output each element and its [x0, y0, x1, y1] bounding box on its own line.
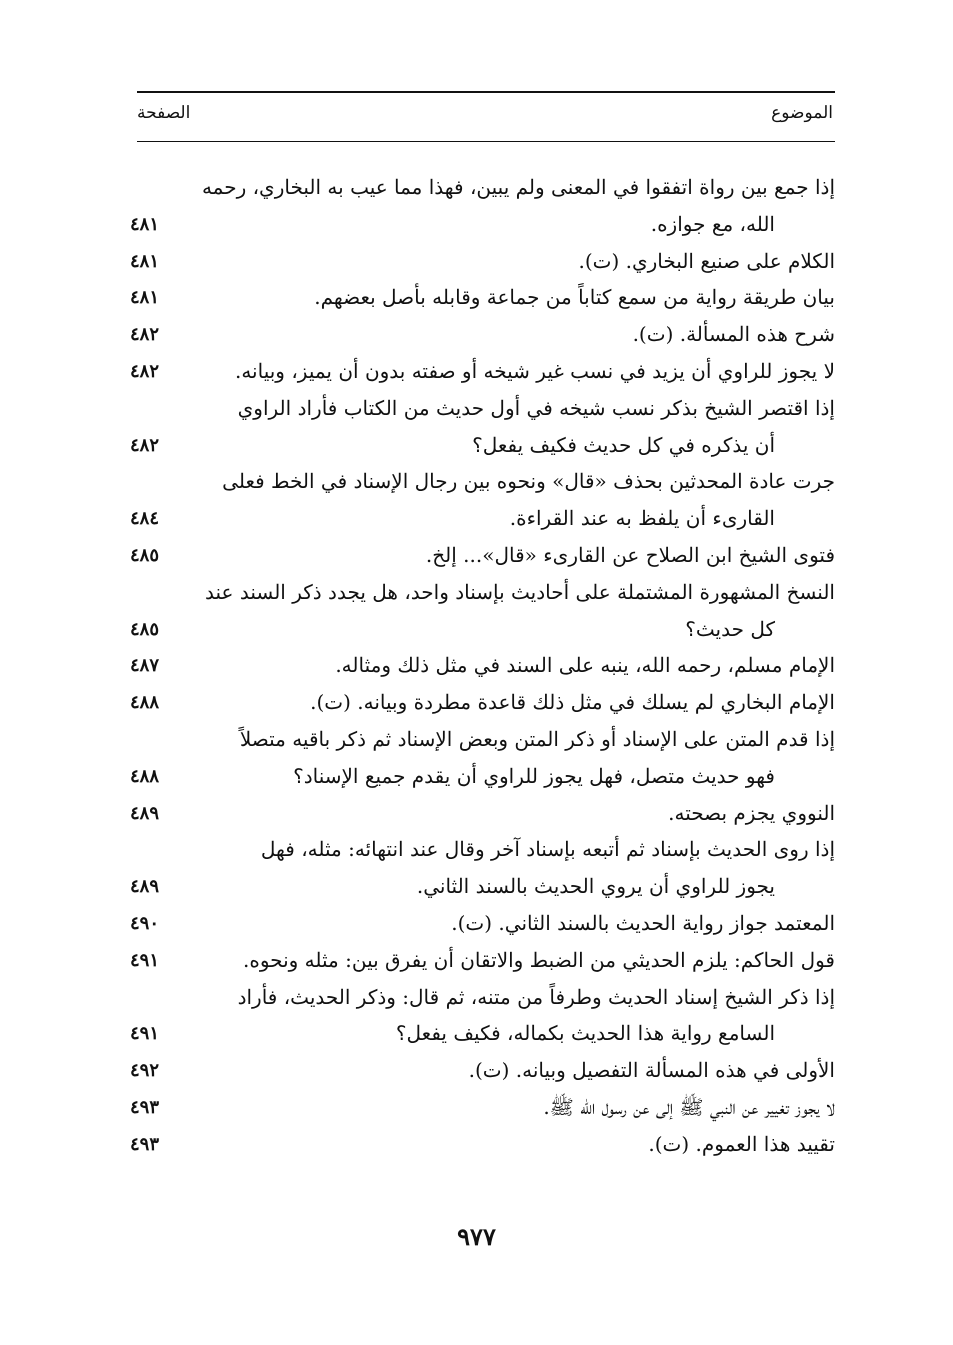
- entry-text-line: إذا جمع بين رواة اتفقوا في المعنى ولم يبين، فهذا مما عيب به البخاري، رحمه: [201, 175, 835, 199]
- entry-text-line: إذا قدم المتن على الإسناد أو ذكر المتن وبعض الإسناد ثم ذكر باقيه متصلاً: [239, 726, 835, 751]
- index-entry: [0, 684, 953, 721]
- index-entry: [0, 390, 953, 464]
- entry-text-line: القارىء أن يلفظ به عند القراءة.: [509, 506, 775, 531]
- entry-page-number: ٤٨٢: [130, 360, 160, 382]
- topic-column-header: الموضوع: [771, 103, 833, 123]
- entry-page-number: ٤٩٣: [130, 1096, 160, 1118]
- page-number: ٩٧٧: [457, 1222, 496, 1251]
- entry-text-line: إذا اقتصر الشيخ بذكر نسب شيخه في أول حديث من الكتاب فأراد الراوي: [237, 395, 835, 420]
- entry-text-line: لا يجوز تغيير عن النبي ﷺ إلى عن رسول الله ﷺ.: [543, 1094, 835, 1119]
- index-entry: [0, 1052, 953, 1089]
- index-entry: [0, 1126, 953, 1163]
- entry-text-line: النسخ المشهورة المشتملة على أحاديث بإسناد واحد، هل يجدد ذكر السند عند: [205, 579, 835, 604]
- index-entry: [0, 169, 953, 243]
- index-entry: [0, 831, 953, 905]
- entry-text-line: شرح هذه المسألة. (ت).: [632, 322, 835, 347]
- entry-text-line: إذا روى الحديث بإسناد ثم أتبعه بإسناد آخر وقال عند انتهائه: مثله، فهل: [260, 837, 835, 862]
- index-entry: [0, 243, 953, 280]
- entry-page-number: ٤٨١: [130, 287, 160, 309]
- entry-text-line: أن يذكره في كل حديث فكيف يفعل؟: [472, 432, 775, 457]
- index-entry: [0, 353, 953, 390]
- entry-text-line: كل حديث؟: [685, 616, 775, 641]
- entry-page-number: ٤٨٩: [130, 876, 160, 898]
- entry-text-line: الله، مع جوازه.: [650, 211, 775, 236]
- entry-text-line: النووي يجزم بصحته.: [668, 800, 835, 825]
- entry-page-number: ٤٨٤: [130, 508, 160, 530]
- entry-text-line: فهو حديث متصل، فهل يجوز للراوي أن يقدم جميع الإسناد؟: [293, 763, 775, 788]
- entry-text-line: الإمام البخاري لم يسلك في مثل ذلك قاعدة مطردة وبيانه. (ت).: [310, 690, 835, 715]
- entry-text-line: يجوز للراوي أن يروي الحديث بالسند الثاني.: [416, 874, 775, 899]
- index-entry: [0, 979, 953, 1053]
- entry-page-number: ٤٨٥: [130, 544, 160, 566]
- entry-text-line: الأولى في هذه المسألة التفصيل وبيانه. (ت).: [468, 1058, 835, 1083]
- entry-text-line: إذا ذكر الشيخ إسناد الحديث وطرفاً من متنه، ثم قال: وذكر الحديث، فأراد: [237, 984, 835, 1009]
- entry-page-number: ٤٨١: [130, 213, 160, 235]
- header-top-rule: [137, 91, 835, 93]
- index-entry: [0, 316, 953, 353]
- entry-text-line: الإمام مسلم، رحمه الله، ينبه على السند في مثل ذلك ومثاله.: [335, 653, 835, 678]
- entry-page-number: ٤٨٧: [130, 655, 160, 677]
- entry-page-number: ٤٩١: [130, 1023, 160, 1045]
- page-column-header: الصفحة: [137, 103, 191, 123]
- index-entry: [0, 537, 953, 574]
- index-entry: [0, 721, 953, 795]
- index-entry: [0, 905, 953, 942]
- entry-text-line: بيان طريقة رواية من سمع كتاباً من جماعة وقابله بأصل بعضهم.: [314, 285, 835, 310]
- header-bottom-rule: [137, 141, 835, 142]
- entry-text-line: فتوى الشيخ ابن الصلاح عن القارىء «قال»... إلخ.: [425, 542, 835, 567]
- index-entry: [0, 1089, 953, 1126]
- index-entry: [0, 463, 953, 537]
- entry-text-line: الكلام على صنيع البخاري. (ت).: [578, 248, 835, 273]
- index-entry: [0, 279, 953, 316]
- entry-text-line: لا يجوز للراوي أن يزيد في نسب غير شيخه أو صفته بدون أن يميز، وبيانه.: [234, 358, 835, 383]
- entry-page-number: ٤٨٨: [130, 692, 160, 714]
- entry-page-number: ٤٨٢: [130, 324, 160, 346]
- index-entries: [0, 169, 953, 1163]
- entry-text-line: تقييد هذا العموم. (ت).: [648, 1131, 835, 1156]
- entry-page-number: ٤٩٢: [130, 1060, 160, 1082]
- entry-page-number: ٤٩١: [130, 949, 160, 971]
- index-entry: [0, 647, 953, 684]
- entry-text-line: قول الحاكم: يلزم الحديثي من الضبط والاتقان أن يفرق بين: مثله ونحوه.: [243, 947, 835, 972]
- entry-text-line: جرت عادة المحدثين بحذف «قال» ونحوه بين رجال الإسناد في الخط فعلى: [222, 469, 835, 494]
- index-entry: [0, 942, 953, 979]
- entry-page-number: ٤٨٢: [130, 434, 160, 456]
- entry-page-number: ٤٨١: [130, 250, 160, 272]
- entry-page-number: ٤٨٨: [130, 765, 160, 787]
- entry-page-number: ٤٩٠: [130, 912, 160, 934]
- entry-page-number: ٤٨٩: [130, 802, 160, 824]
- entry-page-number: ٤٩٣: [130, 1133, 160, 1155]
- index-entry: [0, 574, 953, 648]
- index-entry: [0, 795, 953, 832]
- entry-text-line: المعتمد جواز رواية الحديث بالسند الثاني. (ت).: [451, 910, 835, 935]
- entry-text-line: السامع رواية هذا الحديث بكماله، فكيف يفعل؟: [395, 1021, 775, 1046]
- entry-page-number: ٤٨٥: [130, 618, 160, 640]
